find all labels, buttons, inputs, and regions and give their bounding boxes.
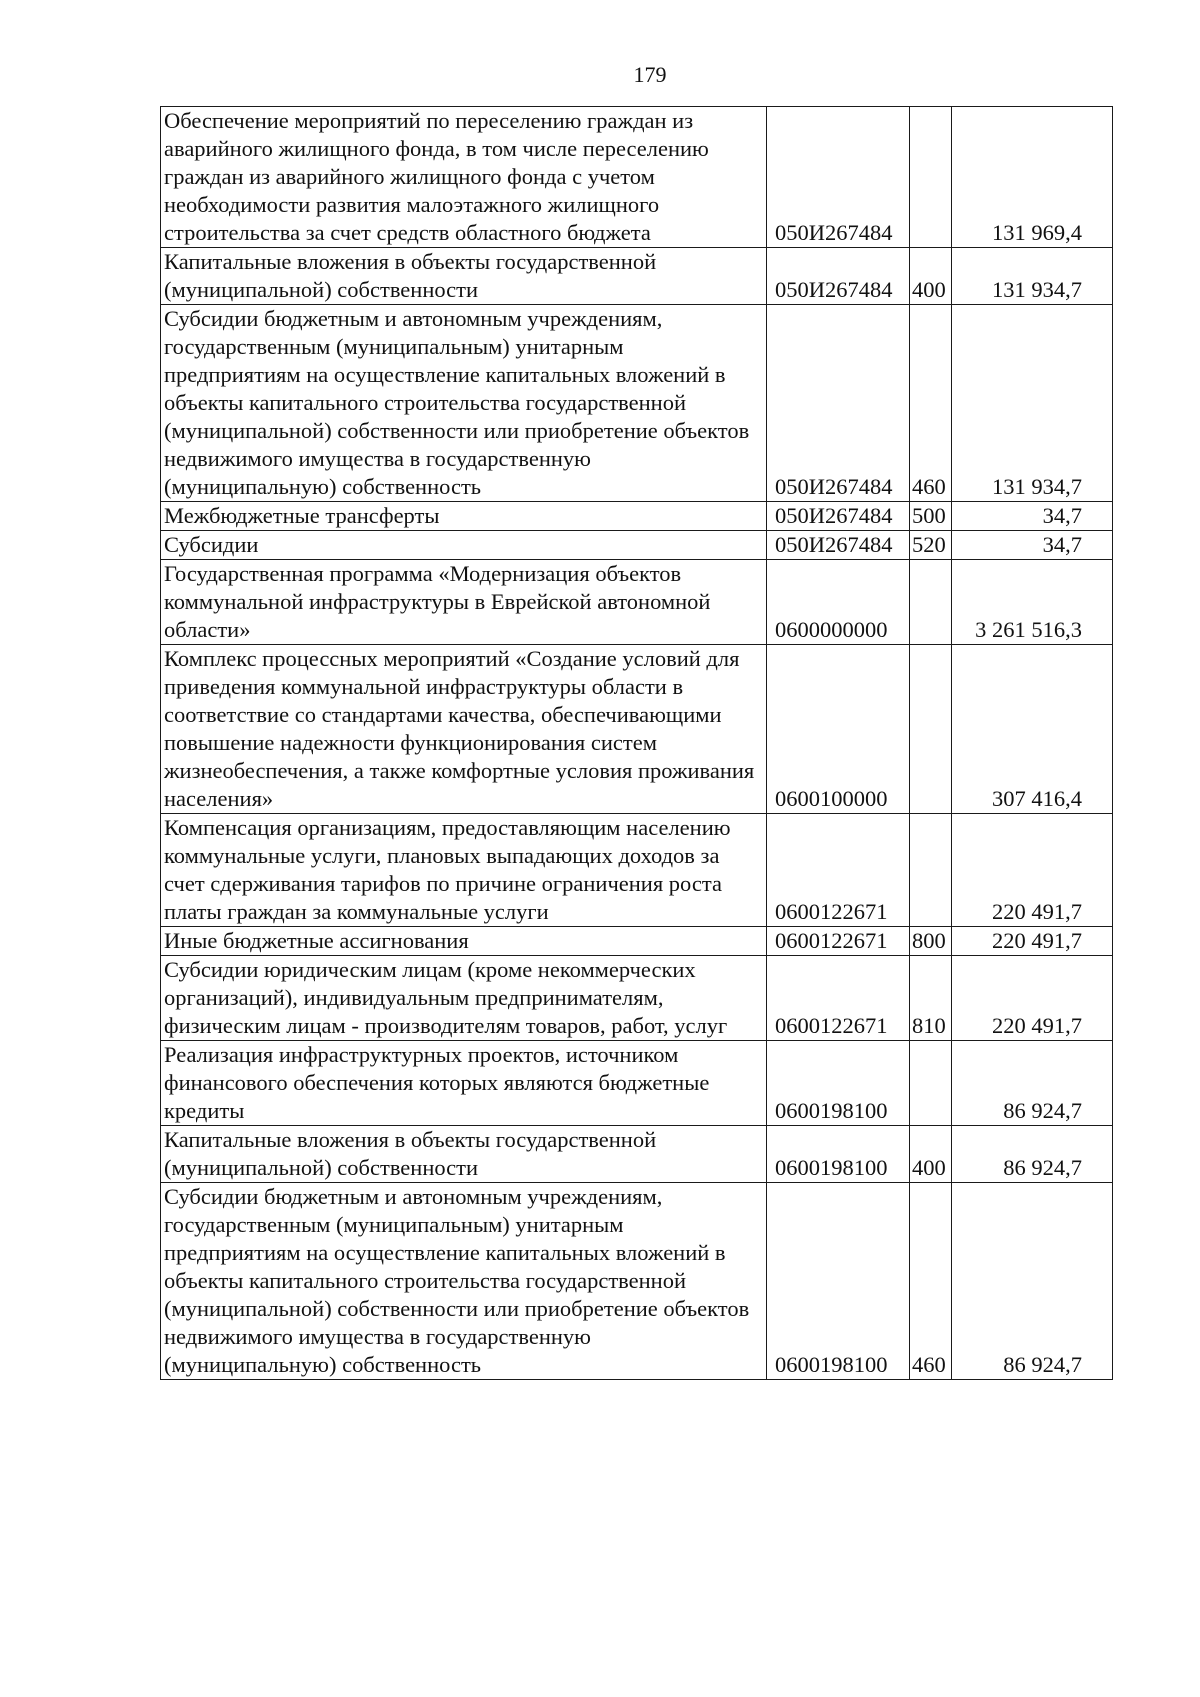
row-code-cell: 050И267484 (767, 502, 910, 531)
row-sum-cell: 3 261 516,3 (952, 560, 1113, 645)
row-code-cell: 050И267484 (767, 107, 910, 248)
table-row (161, 956, 1113, 1041)
row-expense-type-cell: 810 (910, 956, 952, 1041)
row-sum-cell: 86 924,7 (952, 1126, 1113, 1183)
row-code-cell: 050И267484 (767, 305, 910, 502)
page-number: 179 (633, 62, 667, 87)
table-row (161, 107, 1113, 248)
row-name-cell: Субсидии юридическим лицам (кроме некоммерческих организаций), индивидуальным предпринимателям, физическим лицам - производителям товаров, работ, услуг (161, 956, 767, 1041)
row-code-cell: 0600198100 (767, 1183, 910, 1380)
row-name-cell: Субсидии (161, 531, 767, 560)
row-sum-cell: 220 491,7 (952, 927, 1113, 956)
table-row (161, 1126, 1113, 1183)
row-sum-cell: 307 416,4 (952, 645, 1113, 814)
row-name-cell: Капитальные вложения в объекты государственной (муниципальной) собственности (161, 248, 767, 305)
row-expense-type-cell (910, 645, 952, 814)
row-expense-type-cell (910, 107, 952, 248)
table-row (161, 502, 1113, 531)
table-row (161, 560, 1113, 645)
row-sum-cell: 220 491,7 (952, 814, 1113, 927)
table-row (161, 1041, 1113, 1126)
row-sum-cell: 34,7 (952, 502, 1113, 531)
table-body (161, 107, 1113, 1380)
row-code-cell: 0600000000 (767, 560, 910, 645)
row-sum-cell: 86 924,7 (952, 1041, 1113, 1126)
row-expense-type-cell: 400 (910, 1126, 952, 1183)
row-name-cell: Комплекс процессных мероприятий «Создание условий для приведения коммунальной инфраструктуры области в соответствие со стандартами качества, обеспечивающими повышение надежности функционирования систем жизнеобеспечения, а также комфортные условия проживания населения» (161, 645, 767, 814)
row-code-cell: 0600122671 (767, 814, 910, 927)
row-name-cell: Субсидии бюджетным и автономным учреждениям, государственным (муниципальным) унитарным предприятиям на осуществление капитальных вложений в объекты капитального строительства государственной (муниципальной) собственности или приобретение объектов недвижимого имущества в государственную (муниципальную) собственность (161, 305, 767, 502)
row-code-cell: 0600198100 (767, 1126, 910, 1183)
table-row (161, 927, 1113, 956)
row-name-cell: Обеспечение мероприятий по переселению граждан из аварийного жилищного фонда, в том числе переселению граждан из аварийного жилищного фонда с учетом необходимости развития малоэтажного жилищного строительства за счет средств областного бюджета (161, 107, 767, 248)
row-code-cell: 0600122671 (767, 927, 910, 956)
row-sum-cell: 86 924,7 (952, 1183, 1113, 1380)
table-row (161, 645, 1113, 814)
row-name-cell: Межбюджетные трансферты (161, 502, 767, 531)
row-name-cell: Реализация инфраструктурных проектов, источником финансового обеспечения которых являются бюджетные кредиты (161, 1041, 767, 1126)
row-sum-cell: 131 969,4 (952, 107, 1113, 248)
table-row (161, 531, 1113, 560)
row-code-cell: 0600100000 (767, 645, 910, 814)
row-code-cell: 0600198100 (767, 1041, 910, 1126)
row-name-cell: Субсидии бюджетным и автономным учреждениям, государственным (муниципальным) унитарным предприятиям на осуществление капитальных вложений в объекты капитального строительства государственной (муниципальной) собственности или приобретение объектов недвижимого имущества в государственную (муниципальную) собственность (161, 1183, 767, 1380)
row-code-cell: 050И267484 (767, 531, 910, 560)
row-name-cell: Компенсация организациям, предоставляющим населению коммунальные услуги, плановых выпадающих доходов за счет сдерживания тарифов по причине ограничения роста платы граждан за коммунальные услуги (161, 814, 767, 927)
row-expense-type-cell (910, 1041, 952, 1126)
table-row (161, 305, 1113, 502)
row-expense-type-cell (910, 560, 952, 645)
row-sum-cell: 131 934,7 (952, 305, 1113, 502)
row-expense-type-cell: 460 (910, 1183, 952, 1380)
row-expense-type-cell: 400 (910, 248, 952, 305)
row-sum-cell: 131 934,7 (952, 248, 1113, 305)
row-name-cell: Государственная программа «Модернизация объектов коммунальной инфраструктуры в Еврейской автономной области» (161, 560, 767, 645)
row-code-cell: 0600122671 (767, 956, 910, 1041)
row-sum-cell: 34,7 (952, 531, 1113, 560)
budget-table (160, 106, 1113, 1380)
row-code-cell: 050И267484 (767, 248, 910, 305)
table-row (161, 1183, 1113, 1380)
table-row (161, 248, 1113, 305)
row-sum-cell: 220 491,7 (952, 956, 1113, 1041)
row-name-cell: Капитальные вложения в объекты государственной (муниципальной) собственности (161, 1126, 767, 1183)
table-row (161, 814, 1113, 927)
row-expense-type-cell: 460 (910, 305, 952, 502)
row-expense-type-cell: 520 (910, 531, 952, 560)
row-expense-type-cell (910, 814, 952, 927)
row-name-cell: Иные бюджетные ассигнования (161, 927, 767, 956)
row-expense-type-cell: 800 (910, 927, 952, 956)
row-expense-type-cell: 500 (910, 502, 952, 531)
